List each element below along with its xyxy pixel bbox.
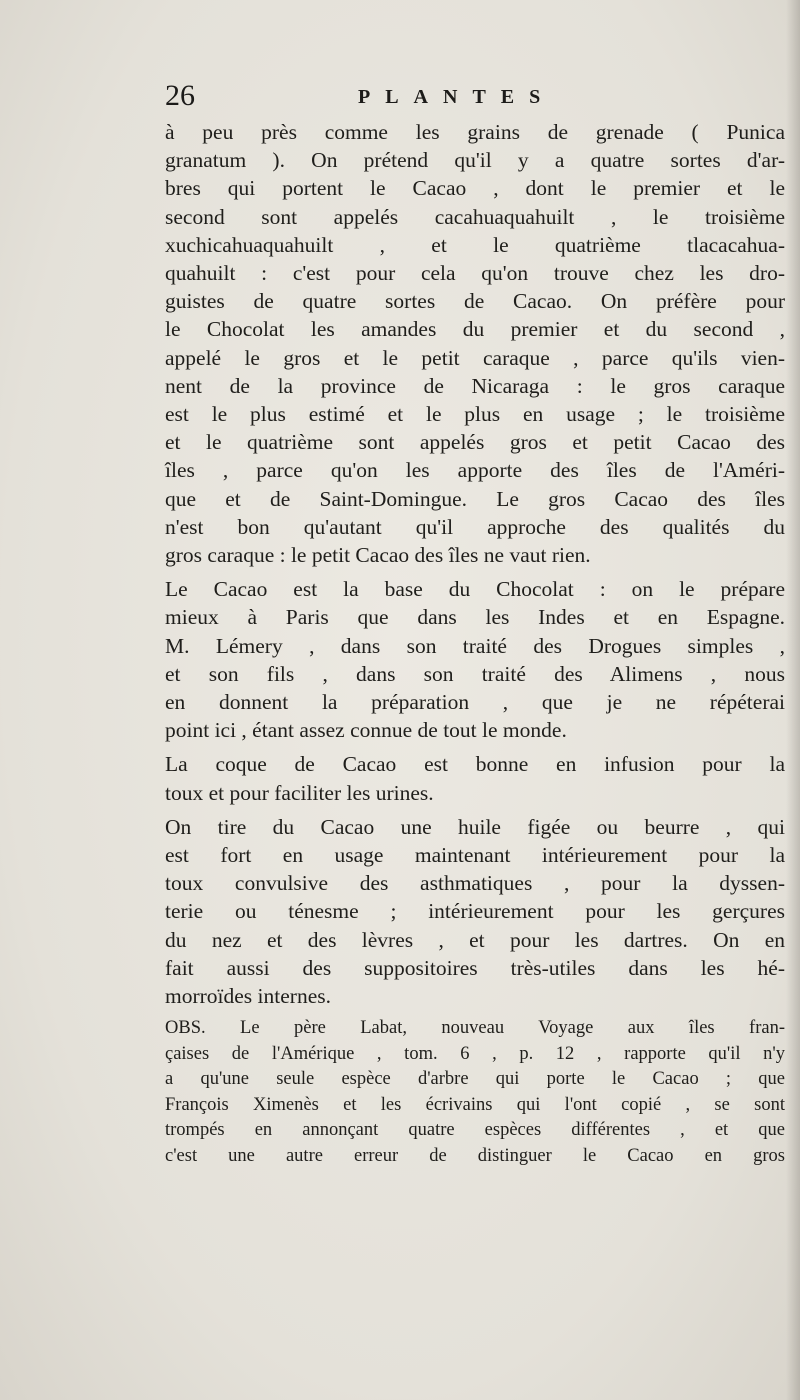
text-line: le Chocolat les amandes du premier et du second ,: [165, 317, 785, 342]
text-line: OBS. Le père Labat, nouveau Voyage aux îles fran-: [165, 1018, 785, 1039]
text-line: morroïdes internes.: [165, 984, 331, 1009]
text-line: est fort en usage maintenant intérieurement pour la: [165, 843, 785, 868]
paragraph: [165, 575, 785, 744]
text-line: Le Cacao est la base du Chocolat : on le prépare: [165, 577, 785, 602]
text-line: trompés en annonçant quatre espèces différentes , et que: [165, 1120, 785, 1141]
text-line: çaises de l'Amérique , tom. 6 , p. 12 , rapporte qu'il n'y: [165, 1043, 785, 1064]
page-header: [165, 78, 785, 118]
paragraph: [165, 813, 785, 1010]
text-line: îles , parce qu'on les apporte des îles de l'Améri-: [165, 458, 785, 483]
running-head: PLANTES: [358, 86, 556, 108]
body-text: [165, 118, 785, 1169]
text-line: du nez et des lèvres , et pour les dartres. On en: [165, 927, 785, 952]
text-line: terie ou ténesme ; intérieurement pour les gerçures: [165, 899, 785, 924]
text-line: mieux à Paris que dans les Indes et en Espagne.: [165, 605, 785, 630]
text-line: gros caraque : le petit Cacao des îles ne vaut rien.: [165, 543, 591, 568]
text-line: toux convulsive des asthmatiques , pour la dyssen-: [165, 871, 785, 896]
text-line: toux et pour faciliter les urines.: [165, 780, 434, 805]
text-line: quahuilt : c'est pour cela qu'on trouve chez les dro-: [165, 261, 785, 286]
text-line: n'est bon qu'autant qu'il approche des qualités du: [165, 514, 785, 539]
text-line: en donnent la préparation , que je ne répéterai: [165, 690, 785, 715]
page-edge-shadow: [786, 0, 800, 1400]
text-line: est le plus estimé et le plus en usage ; le troisième: [165, 402, 785, 427]
text-line: appelé le gros et le petit caraque , parce qu'ils vien-: [165, 345, 785, 370]
text-line: bres qui portent le Cacao , dont le premier et le: [165, 176, 785, 201]
text-line: guistes de quatre sortes de Cacao. On préfère pour: [165, 289, 785, 314]
text-line: M. Lémery , dans son traité des Drogues simples ,: [165, 633, 785, 658]
text-line: point ici , étant assez connue de tout le monde.: [165, 718, 567, 743]
paragraph: [165, 118, 785, 569]
text-line: et le quatrième sont appelés gros et petit Cacao des: [165, 430, 785, 455]
text-line: nent de la province de Nicaraga : le gros caraque: [165, 373, 785, 398]
text-line: c'est une autre erreur de distinguer le Cacao en gros: [165, 1145, 785, 1166]
observation-note: [165, 1016, 785, 1169]
page-number: 26: [165, 79, 195, 112]
text-line: On tire du Cacao une huile figée ou beurre , qui: [165, 814, 785, 839]
text-line: granatum ). On prétend qu'il y a quatre sortes d'ar-: [165, 148, 785, 173]
text-line: que et de Saint-Domingue. Le gros Cacao des îles: [165, 486, 785, 511]
text-line: La coque de Cacao est bonne en infusion pour la: [165, 752, 785, 777]
text-line: xuchicahuaquahuilt , et le quatrième tlacacahua-: [165, 232, 785, 257]
paragraph: [165, 750, 785, 806]
text-line: François Ximenès et les écrivains qui l'ont copié , se sont: [165, 1094, 785, 1115]
text-line: à peu près comme les grains de grenade ( Punica: [165, 120, 785, 144]
text-line: a qu'une seule espèce d'arbre qui porte le Cacao ; que: [165, 1069, 785, 1090]
text-line: second sont appelés cacahuaquahuilt , le troisième: [165, 204, 785, 229]
text-line: fait aussi des suppositoires très-utiles dans les hé-: [165, 955, 785, 980]
text-line: et son fils , dans son traité des Alimens , nous: [165, 661, 785, 686]
